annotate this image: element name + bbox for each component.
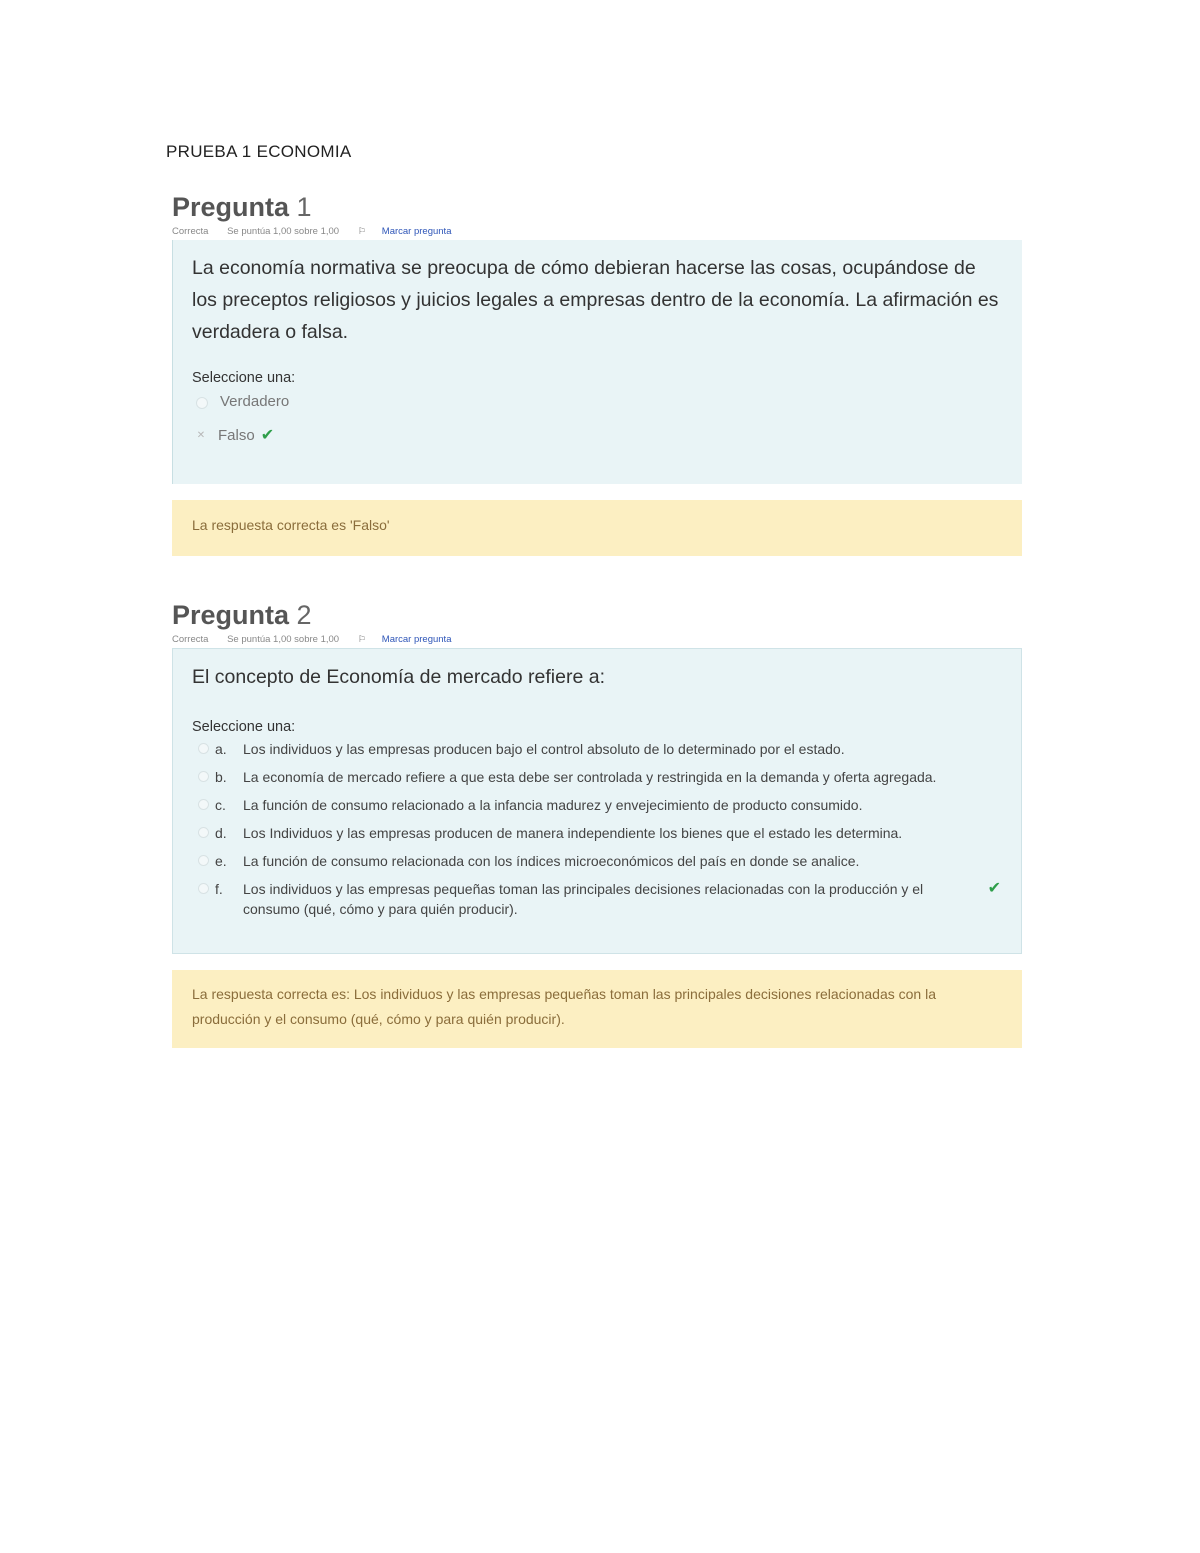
answer-option-verdadero[interactable] <box>192 390 1002 424</box>
check-icon: ✔ <box>260 427 275 444</box>
answer-option-label: Los individuos y las empresas pequeñas toman las principales decisiones relacionadas con la producción y el consumo (qué, cómo y para quién producir). <box>243 881 924 917</box>
select-prompt: Seleccione una: <box>192 370 296 386</box>
question-heading-word: Pregunta <box>172 600 290 630</box>
question-status: Correcta <box>172 634 209 645</box>
question-info <box>172 632 1022 648</box>
answer-option-label: Verdadero <box>220 393 290 410</box>
radio-button[interactable] <box>196 397 208 409</box>
answer-option-e[interactable] <box>192 851 1001 879</box>
answer-option-label: Los Individuos y las empresas producen de manera independiente los bienes que el estado les determina. <box>243 825 903 841</box>
radio-button-selected[interactable] <box>198 883 209 894</box>
radio-button-selected[interactable]: ✕ <box>196 430 206 441</box>
answer-option-label: Falso <box>218 427 255 444</box>
question-number: 1 <box>296 192 312 222</box>
answer-option-b[interactable] <box>192 767 1001 795</box>
radio-button[interactable] <box>198 799 209 810</box>
question-formulation <box>172 648 1022 954</box>
question-info <box>172 224 1022 240</box>
document-title: PRUEBA 1 ECONOMIA <box>166 142 352 161</box>
option-letter: d. <box>215 825 227 841</box>
option-letter: b. <box>215 769 227 785</box>
radio-button[interactable] <box>198 771 209 782</box>
question-heading-word: Pregunta <box>172 192 290 222</box>
flag-icon: ⚐ <box>357 226 366 236</box>
question-1 <box>172 190 1022 556</box>
answer-option-d[interactable] <box>192 823 1001 851</box>
flag-question-link[interactable]: Marcar pregunta <box>381 226 452 237</box>
question-text: El concepto de Economía de mercado refiere a: <box>192 666 605 688</box>
answer-option-falso[interactable] <box>192 424 1002 458</box>
answer-option-a[interactable] <box>192 739 1001 767</box>
option-letter: c. <box>215 797 226 813</box>
radio-button[interactable] <box>198 743 209 754</box>
correct-answer-feedback: La respuesta correcta es: Los individuos y las empresas pequeñas toman las principales decisiones relacionadas con la producción y el consumo (qué, cómo y para quién producir). <box>172 970 1022 1048</box>
question-2 <box>172 598 1022 1048</box>
option-letter: f. <box>215 881 223 897</box>
correct-answer-feedback: La respuesta correcta es 'Falso' <box>172 500 1022 556</box>
answer-option-label: La función de consumo relacionada con los índices microeconómicos del país en donde se analice. <box>243 853 860 869</box>
check-icon: ✔ <box>987 880 1001 897</box>
question-status: Correcta <box>172 226 209 237</box>
flag-question-link[interactable]: Marcar pregunta <box>381 634 452 645</box>
question-formulation <box>172 240 1022 484</box>
answer-option-c[interactable] <box>192 795 1001 823</box>
radio-button[interactable] <box>198 855 209 866</box>
question-score: Se puntúa 1,00 sobre 1,00 <box>227 226 340 237</box>
option-letter: a. <box>215 741 227 757</box>
answer-option-label: La economía de mercado refiere a que esta debe ser controlada y restringida en la demanda y oferta agregada. <box>243 769 937 785</box>
answer-option-label: La función de consumo relacionado a la infancia madurez y envejecimiento de producto consumido. <box>243 797 863 813</box>
answer-option-f[interactable] <box>192 879 1001 927</box>
answer-option-label: Los individuos y las empresas producen bajo el control absoluto de lo determinado por el estado. <box>243 741 845 757</box>
flag-icon: ⚐ <box>357 634 366 644</box>
select-prompt: Seleccione una: <box>192 719 296 735</box>
question-score: Se puntúa 1,00 sobre 1,00 <box>227 634 340 645</box>
question-heading <box>172 190 1022 224</box>
question-number: 2 <box>296 600 312 630</box>
question-text: La economía normativa se preocupa de cómo debieran hacerse las cosas, ocupándose de los preceptos religiosos y juicios legales a empresas dentro de la economía. La afirmación es verdadera o falsa. <box>192 257 999 343</box>
option-letter: e. <box>215 853 227 869</box>
radio-button[interactable] <box>198 827 209 838</box>
question-heading <box>172 598 1022 632</box>
